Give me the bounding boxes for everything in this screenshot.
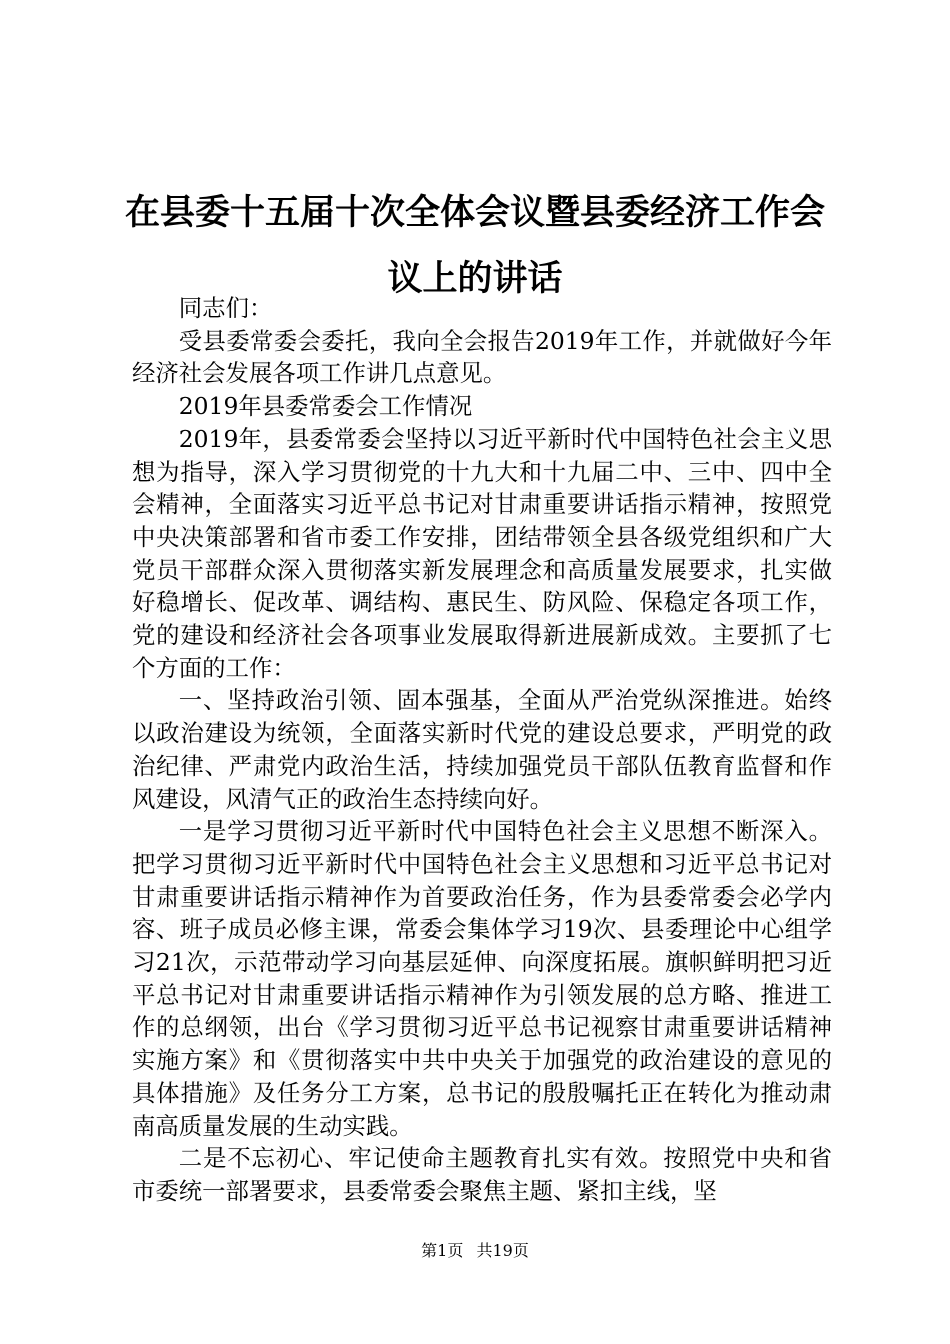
section-heading: 2019年县委常委会工作情况 (178, 392, 473, 421)
paragraph-subpoint-2: 二是不忘初心、牢记使命主题教育扎实有效。按照党中央和省市委统一部署要求，县委常委会聚焦主题、紧扣主线，坚 (132, 1144, 832, 1205)
paragraph-overview: 2019年，县委常委会坚持以习近平新时代中国特色社会主义思想为指导，深入学习贯彻党的十九大和十九届二中、三中、四中全会精神，全面落实习近平总书记对甘肃重要讲话指示精神，按照党中央决策部署和省市委工作安排，团结带领全县各级党组织和广大党员干部群众深入贯彻落实新发展理念和高质量发展要求，扎实做好稳增长、促改革、调结构、惠民生、防风险、保稳定各项工作，党的建设和经济社会各项事业发展取得新进展新成效。主要抓了七个方面的工作： (132, 424, 832, 682)
paragraph-intro: 受县委常委会委托，我向全会报告2019年工作，并就做好今年经济社会发展各项工作讲几点意见。 (132, 326, 832, 388)
page-footer (0, 1240, 950, 1262)
page-number: 第1页 (421, 1241, 464, 1260)
paragraph-point-1: 一、坚持政治引领、固本强基，全面从严治党纵深推进。始终以政治建设为统领，全面落实新时代党的建设总要求，严明党的政治纪律、严肃党内政治生活，持续加强党员干部队伍教育监督和作风建设，风清气正的政治生态持续向好。 (132, 686, 832, 813)
paragraph-salutation: 同志们： (178, 294, 273, 322)
document-body (132, 292, 832, 1208)
title-line-1: 在县委十五届十次全体会议暨县委经济工作会 (124, 193, 825, 233)
paragraph-subpoint-1: 一是学习贯彻习近平新时代中国特色社会主义思想不断深入。把学习贯彻习近平新时代中国特色社会主义思想和习近平总书记对甘肃重要讲话指示精神作为首要政治任务，作为县委常委会必学内容、班子成员必修主课，常委会集体学习19次、县委理论中心组学习21次，示范带动学习向基层延伸、向深度拓展。旗帜鲜明把习近平总书记对甘肃重要讲话指示精神作为引领发展的总方略、推进工作的总纲领，出台《学习贯彻习近平总书记视察甘肃重要讲话精神实施方案》和《贯彻落实中共中央关于加强党的政治建设的意见的具体措施》及任务分工方案，总书记的殷殷嘱托正在转化为推动肃南高质量发展的生动实践。 (132, 817, 832, 1140)
title-line-2: 议上的讲话 (387, 259, 563, 299)
page-total: 共19页 (476, 1241, 529, 1260)
